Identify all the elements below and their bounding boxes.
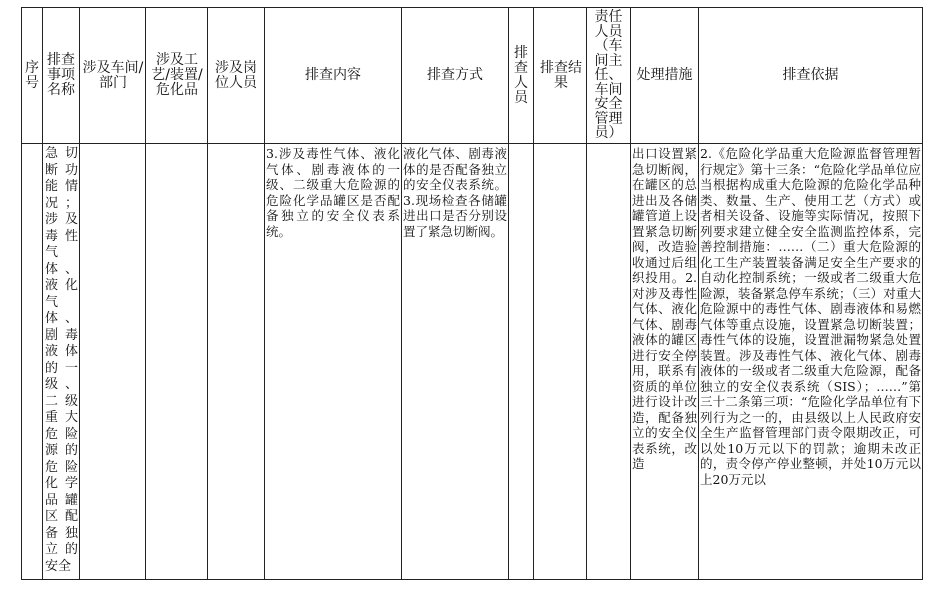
header-inspector: 排查人员 bbox=[514, 44, 528, 106]
cell-content: 3.涉及毒性气体、液化气体、剧毒液体的一级、二级重大危险源的危险化学品罐区是否配备独立的安全仪表系统。 bbox=[266, 146, 400, 239]
col-line bbox=[922, 7, 923, 580]
header-seq: 序号 bbox=[25, 59, 39, 91]
cell-item-name: 急切断功能情况；涉及毒性气体、液化气体、剧毒液体的一级、二级重大危险源的危险化学品罐区配备独立的安全 bbox=[45, 146, 78, 574]
header-post: 涉及岗位人员 bbox=[215, 59, 257, 91]
header-result: 排查结果 bbox=[540, 59, 582, 91]
cell-measures: 出口设置紧急切断阀，在罐区的总进出及各储罐管道上设置紧急切断阀，改造验收通过后组织投用。2.对涉及毒性气体、液化气体、剧毒液体的罐区进行安全停用，联系有资质的单位进行设计改造，配备独立的安全仪表系统，改造 bbox=[632, 146, 697, 471]
header-bottom-border bbox=[21, 143, 922, 144]
cell-method: 液化气体、剧毒液体的是否配备独立的安全仪表系统。3.现场检查各储罐进出口是否分别设置了紧急切断阀。 bbox=[403, 146, 507, 239]
col-line bbox=[207, 7, 208, 580]
col-line bbox=[145, 7, 146, 580]
header-process: 涉及工艺/装置/危化品 bbox=[151, 52, 203, 98]
table-top-border bbox=[21, 7, 922, 8]
col-line bbox=[533, 7, 534, 580]
header-basis: 排查依据 bbox=[782, 67, 839, 83]
header-responsible: 责任人员（车间主任、车间安全管理员） bbox=[594, 9, 623, 142]
header-dept: 涉及车间/部门 bbox=[82, 59, 144, 91]
header-item-name: 排查事项名称 bbox=[47, 52, 75, 98]
header-measures: 处理措施 bbox=[636, 67, 693, 83]
table-bottom-border bbox=[21, 579, 922, 580]
col-line bbox=[586, 7, 587, 580]
col-line bbox=[508, 7, 509, 580]
cell-basis: 2.《危险化学品重大危险源监督管理暂行规定》第十三条：“危险化学品单位应当根据构成重大危险源的危险化学品种类、数量、生产、使用工艺（方式）或者相关设备、设施等实际情况，按照下列要求建立健全安全监测监控体系，完善控制措施：……（二）重大危险源的化工生产装置装备满足安全生产要求的自动化控制系统；一级或者二级重大危险源，装备紧急停车系统；（三）对重大危险源中的毒性气体、剧毒液体和易燃气体等重点设施，设置紧急切断装置；毒性气体的设施，设置泄漏物紧急处置装置。涉及毒性气体、液化气体、剧毒液体的一级或者二级重大危险源，配备独立的安全仪表系统（SIS）；……”第三十二条第三项：“危险化学品单位有下列行为之一的，由县级以上人民政府安全生产监督管理部门责令限期改正，可以处10万元以下的罚款；逾期未改正的，责令停产停业整顿，并处10万元以上20万元以 bbox=[700, 146, 921, 487]
header-content: 排查内容 bbox=[305, 67, 361, 83]
header-method: 排查方式 bbox=[427, 67, 483, 83]
col-line bbox=[79, 7, 80, 580]
